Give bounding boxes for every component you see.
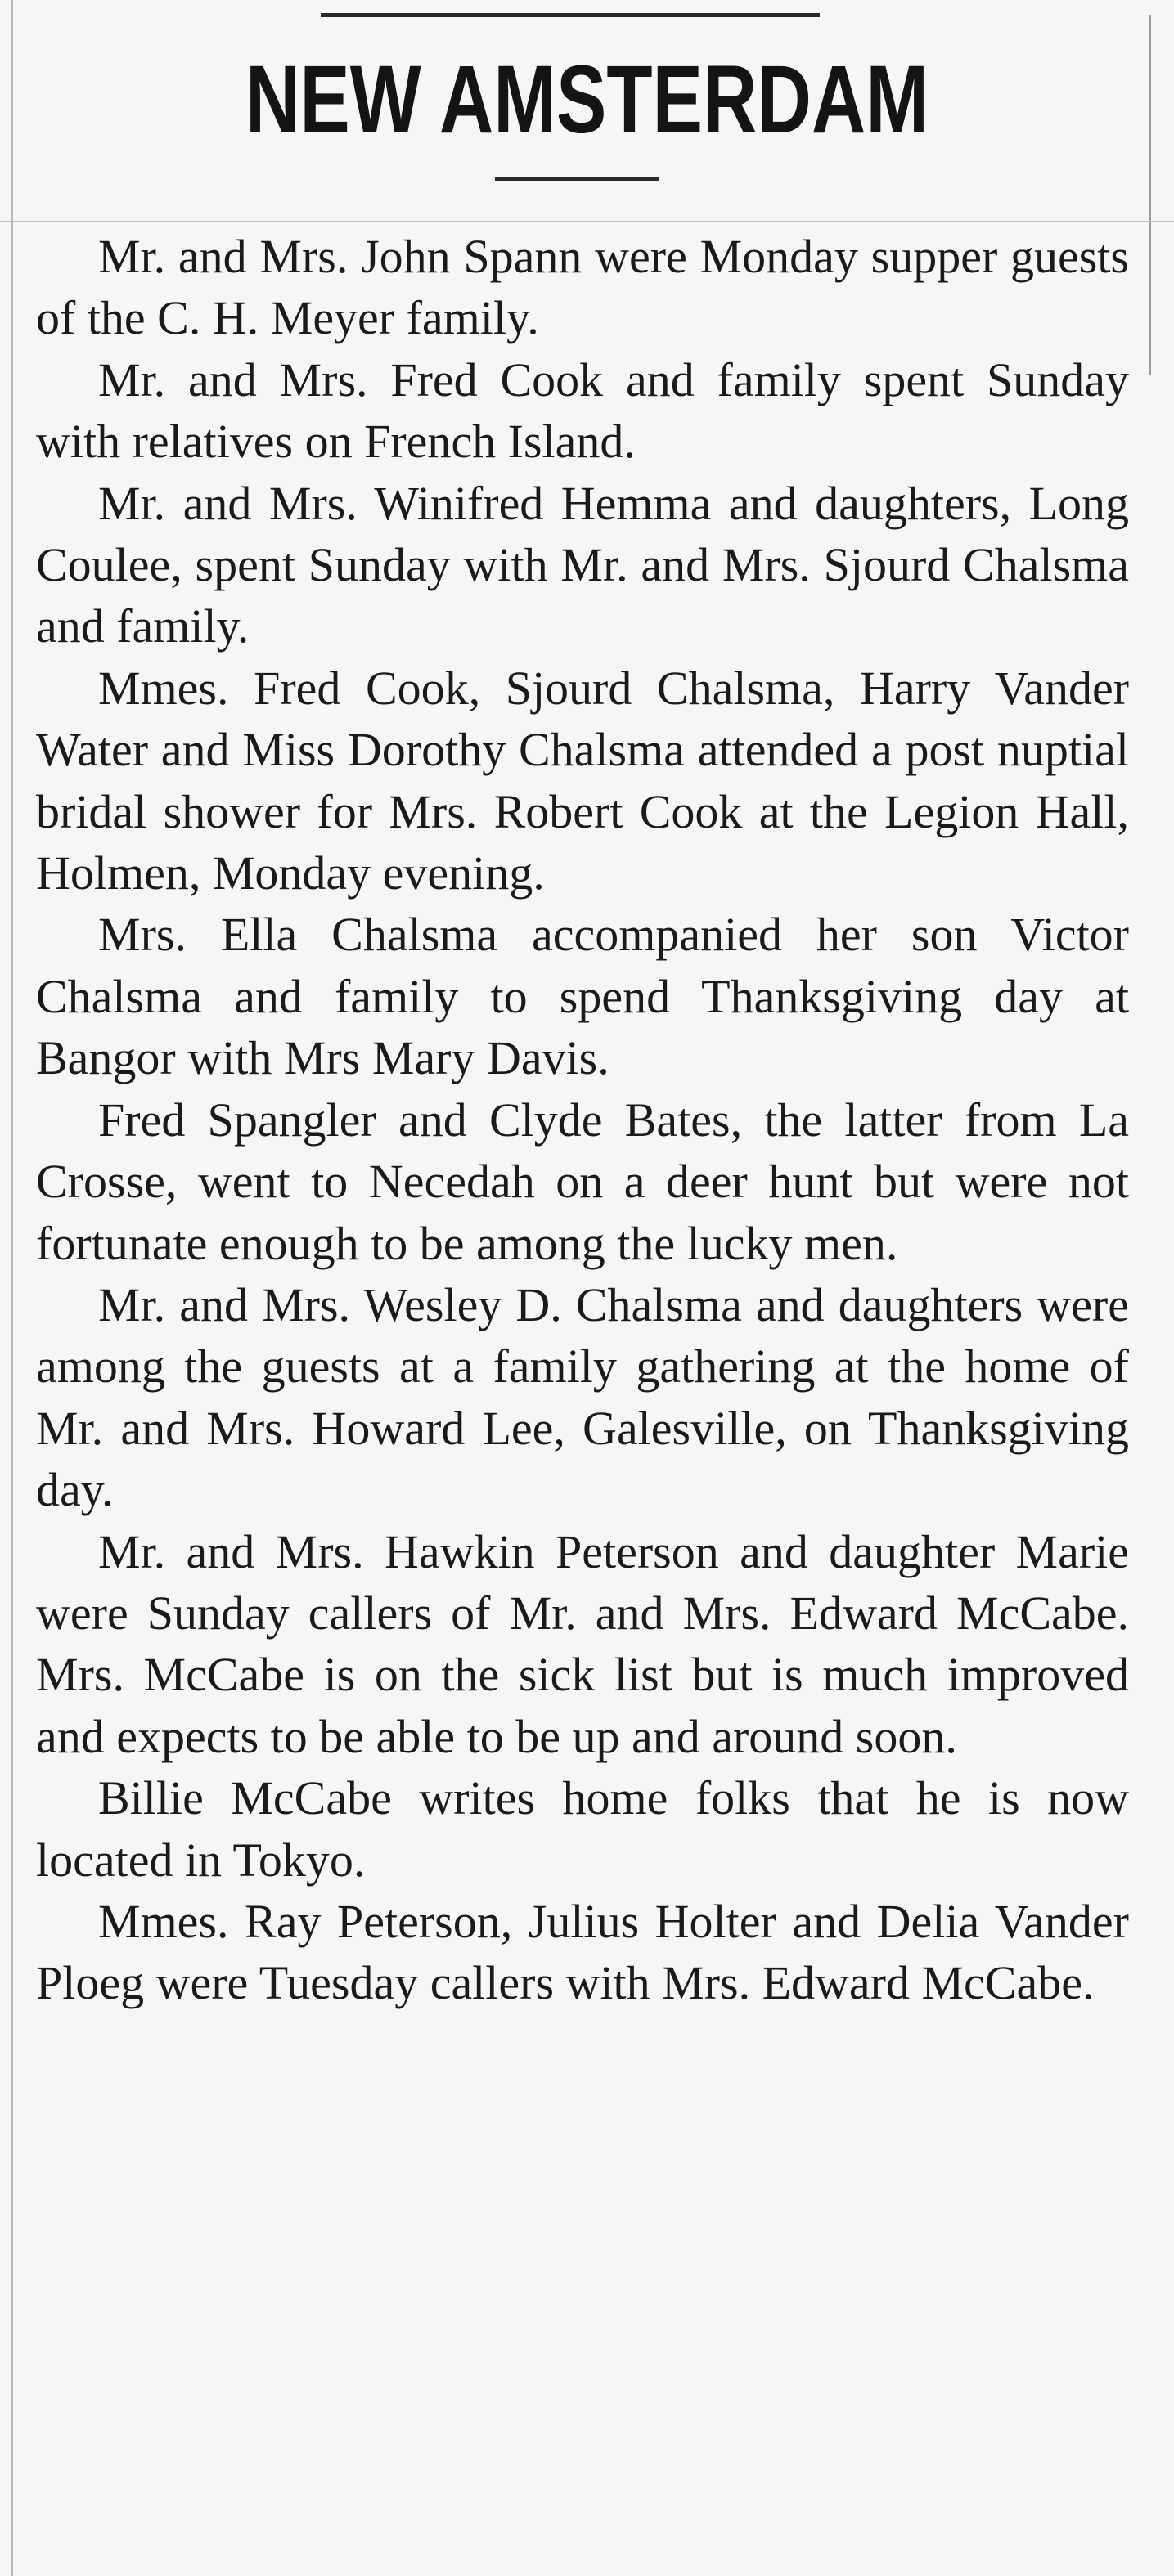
- paragraph: Mr. and Mrs. Winifred Hemma and daughters, Long Coulee, spent Sunday with Mr. and Mrs. Sjourd Chalsma and family.: [36, 476, 1129, 653]
- column-edge-right: [1149, 15, 1151, 375]
- paragraph: Mmes. Ray Peterson, Julius Holter and Delia Vander Ploeg were Tuesday callers with Mrs. Edward McCabe.: [36, 1894, 1129, 2010]
- headline-rule: [495, 177, 659, 181]
- paragraph: Mr. and Mrs. Fred Cook and family spent Sunday with relatives on French Island.: [36, 352, 1129, 469]
- paragraph: Mr. and Mrs. John Spann were Monday supper guests of the C. H. Meyer family.: [36, 230, 1129, 345]
- article-body: [36, 226, 1129, 2014]
- paragraph: Fred Spangler and Clyde Bates, the latter from La Crosse, went to Necedah on a deer hunt but were not fortunate enough to be among the lucky men.: [36, 1093, 1129, 1270]
- paragraph: Billie McCabe writes home folks that he is now located in Tokyo.: [36, 1771, 1129, 1887]
- top-rule: [321, 13, 820, 17]
- column-edge-left: [11, 0, 13, 2576]
- headline: NEW AMSTERDAM: [245, 46, 929, 154]
- column-rule: [0, 221, 1174, 222]
- paragraph: Mrs. Ella Chalsma accompanied her son Victor Chalsma and family to spend Thanksgiving day at Bangor with Mrs Mary Davis.: [36, 908, 1129, 1085]
- paragraph: Mr. and Mrs. Hawkin Peterson and daughter Marie were Sunday callers of Mr. and Mrs. Edward McCabe. Mrs. McCabe is on the sick list but is much improved and expects to be able to be up and around soon.: [36, 1524, 1129, 1763]
- paragraph: Mr. and Mrs. Wesley D. Chalsma and daughters were among the guests at a family gathering at the home of Mr. and Mrs. Howard Lee, Galesville, on Thanksgiving day.: [36, 1277, 1129, 1517]
- paragraph: Mmes. Fred Cook, Sjourd Chalsma, Harry Vander Water and Miss Dorothy Chalsma attended a post nuptial bridal shower for Mrs. Robert Cook at the Legion Hall, Holmen, Monday evening.: [36, 661, 1129, 900]
